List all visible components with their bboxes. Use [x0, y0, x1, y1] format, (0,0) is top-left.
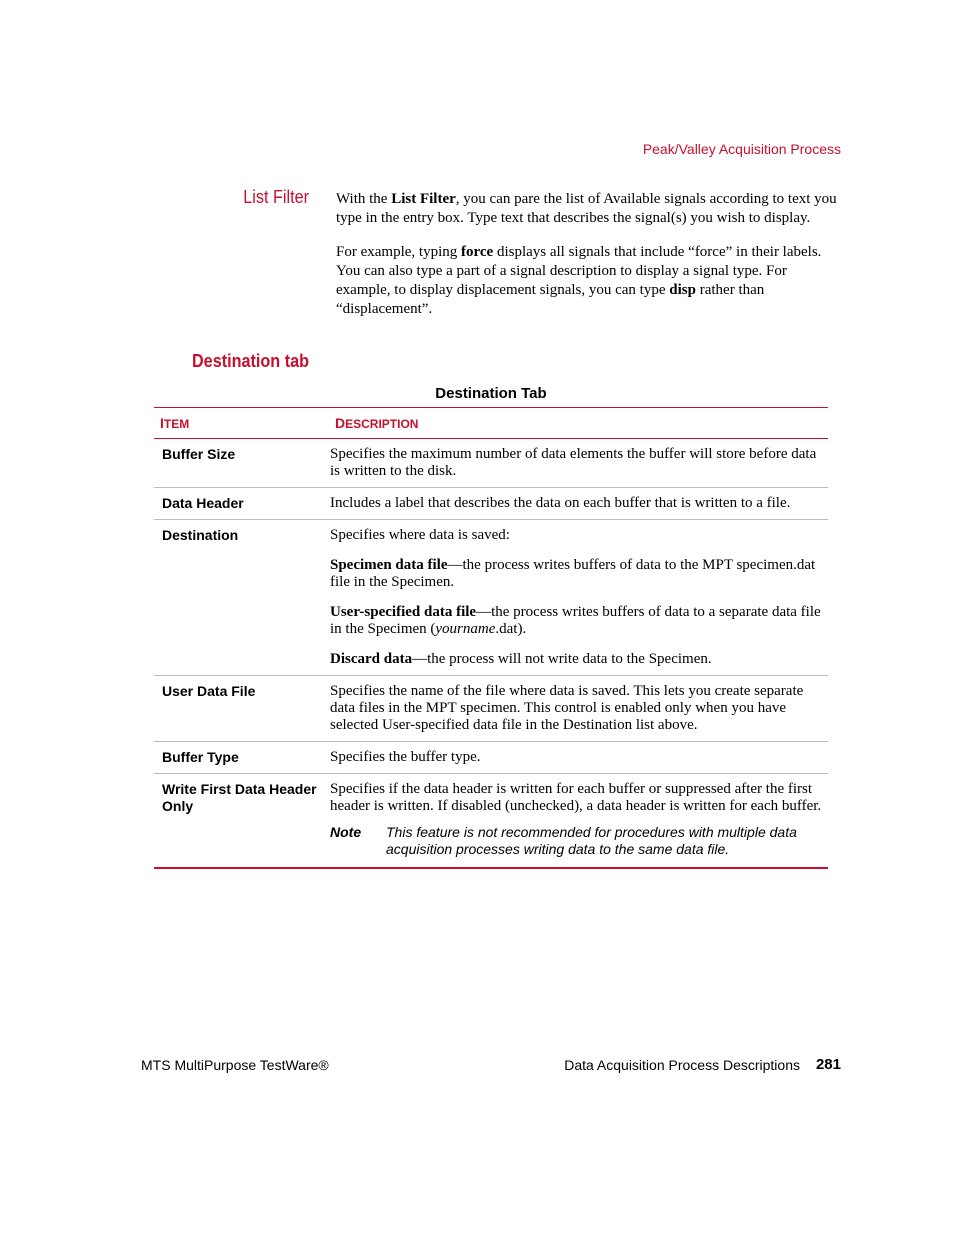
- table-row: [154, 676, 828, 742]
- footer-section-title: Data Acquisition Process Descriptions: [564, 1057, 800, 1073]
- note-text: This feature is not recommended for procedures with multiple data acquisition processes writing data to the same data file.: [386, 824, 797, 857]
- list-filter-paragraph-1: With the List Filter, you can pare the list of Available signals according to text you type in the entry box. Type text that describes the signal(s) you wish to display.: [336, 191, 837, 226]
- write-first-header-description: Specifies if the data header is written for each buffer or suppressed after the first header is written. If disabled (unchecked), a data header is written for each buffer.: [330, 781, 822, 814]
- row-description: Specifies the maximum number of data elements the buffer will store before data is written to the disk.: [330, 446, 817, 479]
- row-description: Includes a label that describes the data on each buffer that is written to a file.: [330, 495, 791, 511]
- list-filter-body: [336, 190, 842, 334]
- table-header: [154, 408, 828, 439]
- row-description: [330, 781, 822, 858]
- note: [330, 824, 822, 858]
- row-description: Specifies the name of the file where data is saved. This lets you create separate data files in the MPT specimen. This control is enabled only when you have selected User-specified data file in the Destination list above.: [330, 683, 804, 733]
- destination-table: [154, 407, 828, 869]
- table-row: [154, 520, 828, 676]
- note-label: Note: [330, 824, 362, 840]
- row-item: Data Header: [162, 495, 244, 511]
- running-header: Peak/Valley Acquisition Process: [642, 141, 841, 157]
- destination-intro: Specifies where data is saved:: [330, 527, 510, 543]
- table-row: [154, 488, 828, 520]
- destination-option-specimen: Specimen data file—the process writes buffers of data to the MPT specimen.dat file in the Specimen.: [330, 557, 816, 590]
- footer-product-name: MTS MultiPurpose TestWare®: [141, 1057, 329, 1073]
- destination-option-discard: Discard data—the process will not write data to the Specimen.: [330, 651, 712, 667]
- section-heading-list-filter: List Filter: [243, 187, 309, 207]
- table-caption: Destination Tab: [435, 385, 547, 402]
- column-header-item: ITEM: [160, 415, 190, 431]
- table-row: [154, 774, 828, 867]
- row-item: Buffer Size: [162, 446, 236, 462]
- column-header-description: DESCRIPTION: [335, 415, 419, 431]
- section-heading-destination-tab: Destination tab: [191, 351, 309, 371]
- row-item: User Data File: [162, 683, 256, 699]
- page-number: 281: [815, 1056, 841, 1073]
- destination-option-user-specified: User-specified data file—the process writes buffers of data to a separate data file in the Specimen (yourname.dat).: [330, 604, 821, 637]
- row-item: Destination: [162, 527, 239, 543]
- row-item: Buffer Type: [162, 749, 239, 765]
- table-row: [154, 742, 828, 774]
- row-description: Specifies the buffer type.: [330, 749, 481, 765]
- row-item: Write First Data Header Only: [162, 781, 317, 814]
- row-description: [330, 527, 822, 668]
- list-filter-paragraph-2: For example, typing force displays all signals that include “force” in their labels. You can also type a part of a signal description to display a signal type. For example, to display displacement signals, you can type disp rather than “displacement”.: [336, 244, 822, 317]
- table-row: [154, 439, 828, 488]
